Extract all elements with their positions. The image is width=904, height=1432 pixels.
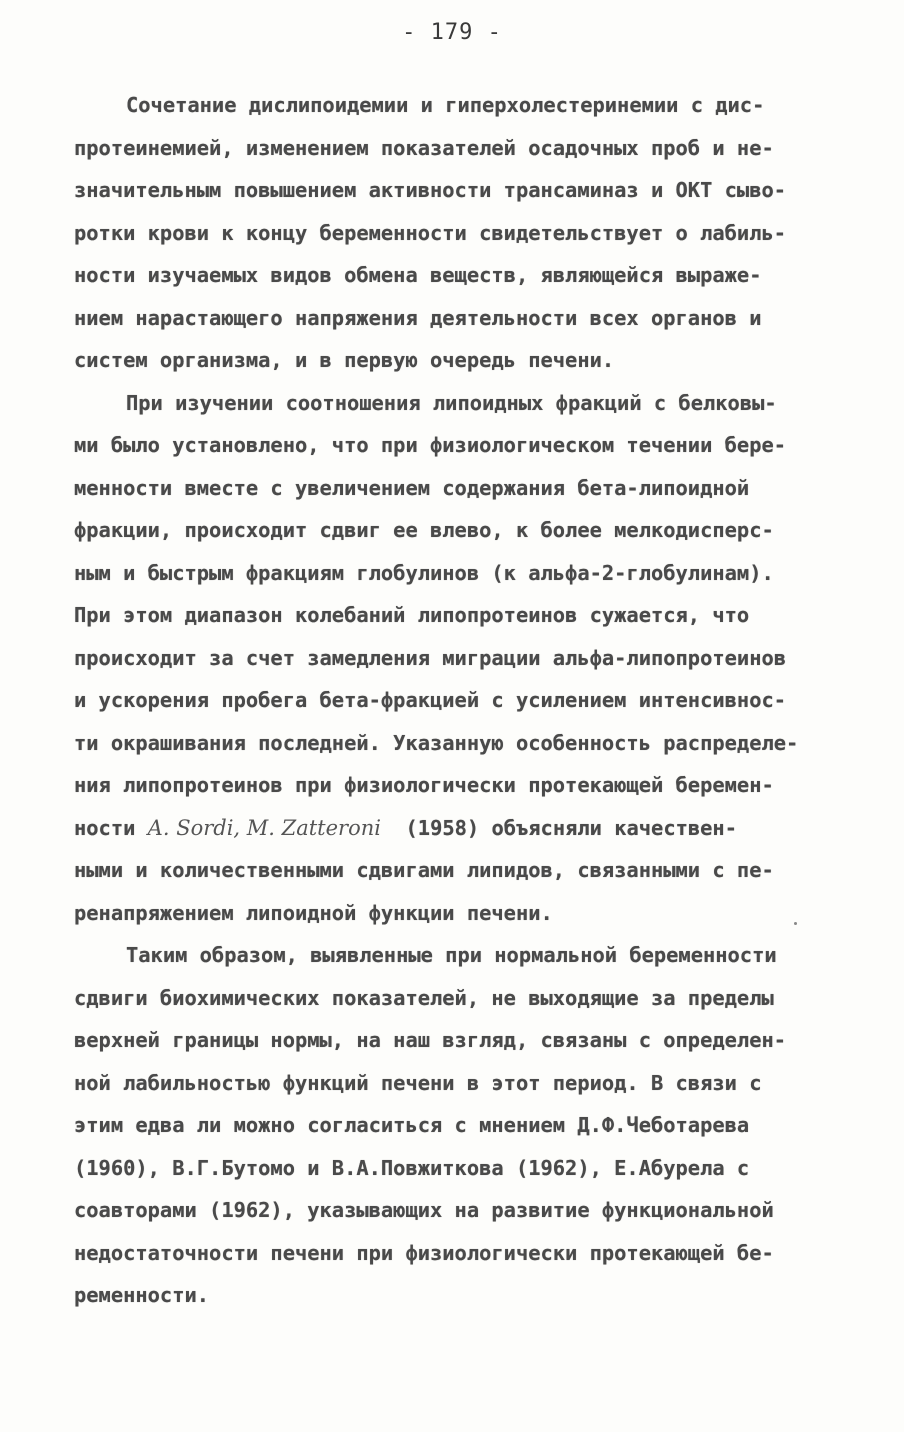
- text-line: ности изучаемых видов обмена веществ, являющейся выраже-: [74, 263, 762, 287]
- text-line: ти окрашивания последней. Указанную особенность распределе-: [74, 730, 799, 755]
- text-line: сдвиги биохимических показателей, не выходящие за пределы: [74, 985, 774, 1010]
- text-line: ной лабильностью функций печени в этот период. В связи с: [74, 1070, 762, 1095]
- text-line: фракции, происходит сдвиг ее влево, к более мелкодисперс-: [74, 518, 774, 542]
- text-fragment: ности: [74, 815, 148, 840]
- text-line: ми было установлено, что при физиологическом течении бере-: [74, 433, 787, 457]
- handwritten-author-names: A. Sordi, M. Zatteroni: [147, 815, 381, 840]
- ink-speck: [794, 922, 797, 925]
- text-line: систем организма, и в первую очередь печени.: [74, 348, 615, 372]
- text-fragment: (1958) объясняли качествен-: [380, 815, 737, 840]
- text-line: значительным повышением активности трансаминаз и ОКТ сыво-: [74, 178, 787, 202]
- text-line: Сочетание дислипоидемии и гиперхолестеринемии с дис-: [126, 93, 765, 117]
- text-line: соавторами (1962), указывающих на развитие функциональной: [74, 1198, 774, 1222]
- text-line: недостаточности печени при физиологически протекающей бе-: [74, 1240, 774, 1265]
- text-line: ротки крови к концу беременности свидетельствует о лабиль-: [74, 220, 787, 245]
- body-text: [74, 84, 844, 1317]
- text-line: ным и быстрым фракциям глобулинов (к альфа-2-глобулинам).: [74, 560, 774, 585]
- page-number: - 179 -: [402, 20, 502, 45]
- paragraph-3: [74, 934, 844, 1317]
- paragraph-1: [74, 84, 844, 382]
- text-line: ными и количественными сдвигами липидов, связанными с пе-: [74, 858, 774, 882]
- text-line: этим едва ли можно согласиться с мнением Д.Ф.Чеботарева: [74, 1113, 750, 1137]
- paragraph-2: [74, 382, 844, 935]
- text-line: происходит за счет замедления миграции альфа-липопротеинов: [74, 645, 787, 670]
- text-line: ренапряжением липоидной функции печени.: [74, 900, 553, 925]
- text-line: ния липопротеинов при физиологически протекающей беремен-: [74, 773, 774, 797]
- text-line: При изучении соотношения липоидных фракций с белковы-: [126, 390, 777, 415]
- text-line: При этом диапазон колебаний липопротеинов сужается, что: [74, 603, 750, 627]
- text-line: и ускорения пробега бета-фракцией с усилением интенсивнос-: [74, 688, 787, 712]
- text-line: Таким образом, выявленные при нормальной беременности: [126, 943, 777, 967]
- text-line: менности вместе с увеличением содержания бета-липоидной: [74, 475, 750, 500]
- text-line: нием нарастающего напряжения деятельности всех органов и: [74, 305, 762, 330]
- text-line: верхней границы нормы, на наш взгляд, связаны с определен-: [74, 1028, 787, 1052]
- text-line: ременности.: [74, 1283, 210, 1307]
- text-line-with-handwriting: [74, 807, 844, 850]
- text-line: (1960), В.Г.Бутомо и В.А.Повжиткова (1962), Е.Абурела с: [74, 1155, 750, 1180]
- text-line: протеинемией, изменением показателей осадочных проб и не-: [74, 135, 774, 160]
